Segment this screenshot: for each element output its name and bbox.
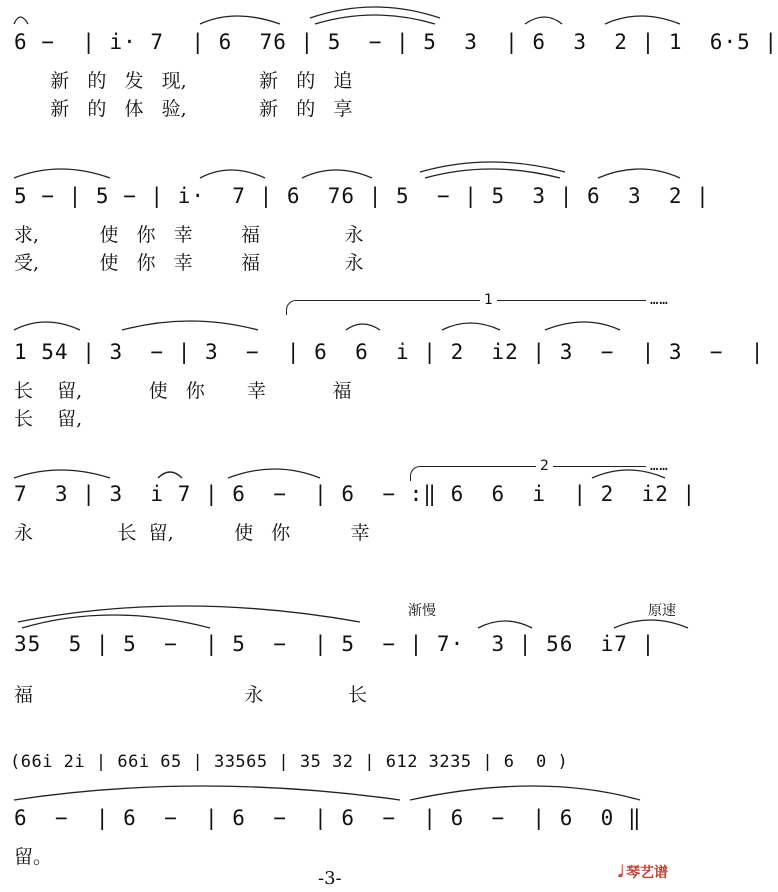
lyric-verse-1: 新 的 发 现, 新 的 追 (14, 70, 353, 92)
page-number: -3- (318, 868, 342, 889)
lyric-verse-1: 长 留, 使 你 幸 福 (14, 380, 352, 402)
volta-ending-1-label: 1 (480, 292, 497, 308)
notes-row: (66i 2i | 66i 65 | 33565 | 35 32 | 612 3235 | 6 0 ) (10, 752, 569, 772)
volta-bracket-line (424, 466, 646, 467)
volta-bracket-hook (286, 300, 301, 315)
notes-row: 7 3 | 3 i 7 | 6 − | 6 − :‖ 6 6 i | 2 i2 | (14, 482, 697, 506)
volta-bracket-hook (410, 466, 425, 481)
notes-row: 35 5 | 5 − | 5 − | 5 − | 7· 3 | 56 i7 | (14, 632, 656, 656)
tempo-mark-ritardando: 渐慢 (408, 603, 436, 619)
notes-row: 6 − | 6 − | 6 − | 6 − | 6 − | 6 0 ‖ (14, 806, 642, 830)
volta-ending-2-label: 2 (536, 458, 553, 474)
volta-bracket-line (300, 300, 646, 301)
lyric-verse-2: 新 的 体 验, 新 的 享 (14, 98, 353, 120)
lyric-verse-1: 求, 使 你 幸 福 永 (14, 224, 364, 246)
piano-logo-icon: 𝅗𝅥 (618, 862, 624, 881)
volta-ending-dots: …… (650, 458, 669, 474)
volta-ending-dots: …… (650, 292, 669, 308)
lyric-verse-1: 福 永 长 (14, 684, 367, 706)
watermark-logo (618, 862, 668, 882)
notes-row: 1 54 | 3 − | 3 − | 6 6 i | 2 i2 | 3 − | 3 − | (14, 340, 765, 364)
notes-row: 6 − | i· 7 | 6 76 | 5 − | 5 3 | 6 3 2 | 1 6·5 | (14, 30, 778, 54)
notes-row: 5 − | 5 − | i· 7 | 6 76 | 5 − | 5 3 | 6 3 2 | (14, 184, 710, 208)
lyric-verse-1: 永 长 留, 使 你 幸 (14, 522, 370, 544)
lyric-verse-2: 受, 使 你 幸 福 永 (14, 252, 364, 274)
watermark-text: 琴艺谱 (626, 865, 669, 881)
lyric-verse-2: 长 留, (14, 408, 83, 430)
lyric-verse-1: 留。 (14, 846, 53, 868)
tempo-mark-a-tempo: 原速 (648, 603, 676, 619)
